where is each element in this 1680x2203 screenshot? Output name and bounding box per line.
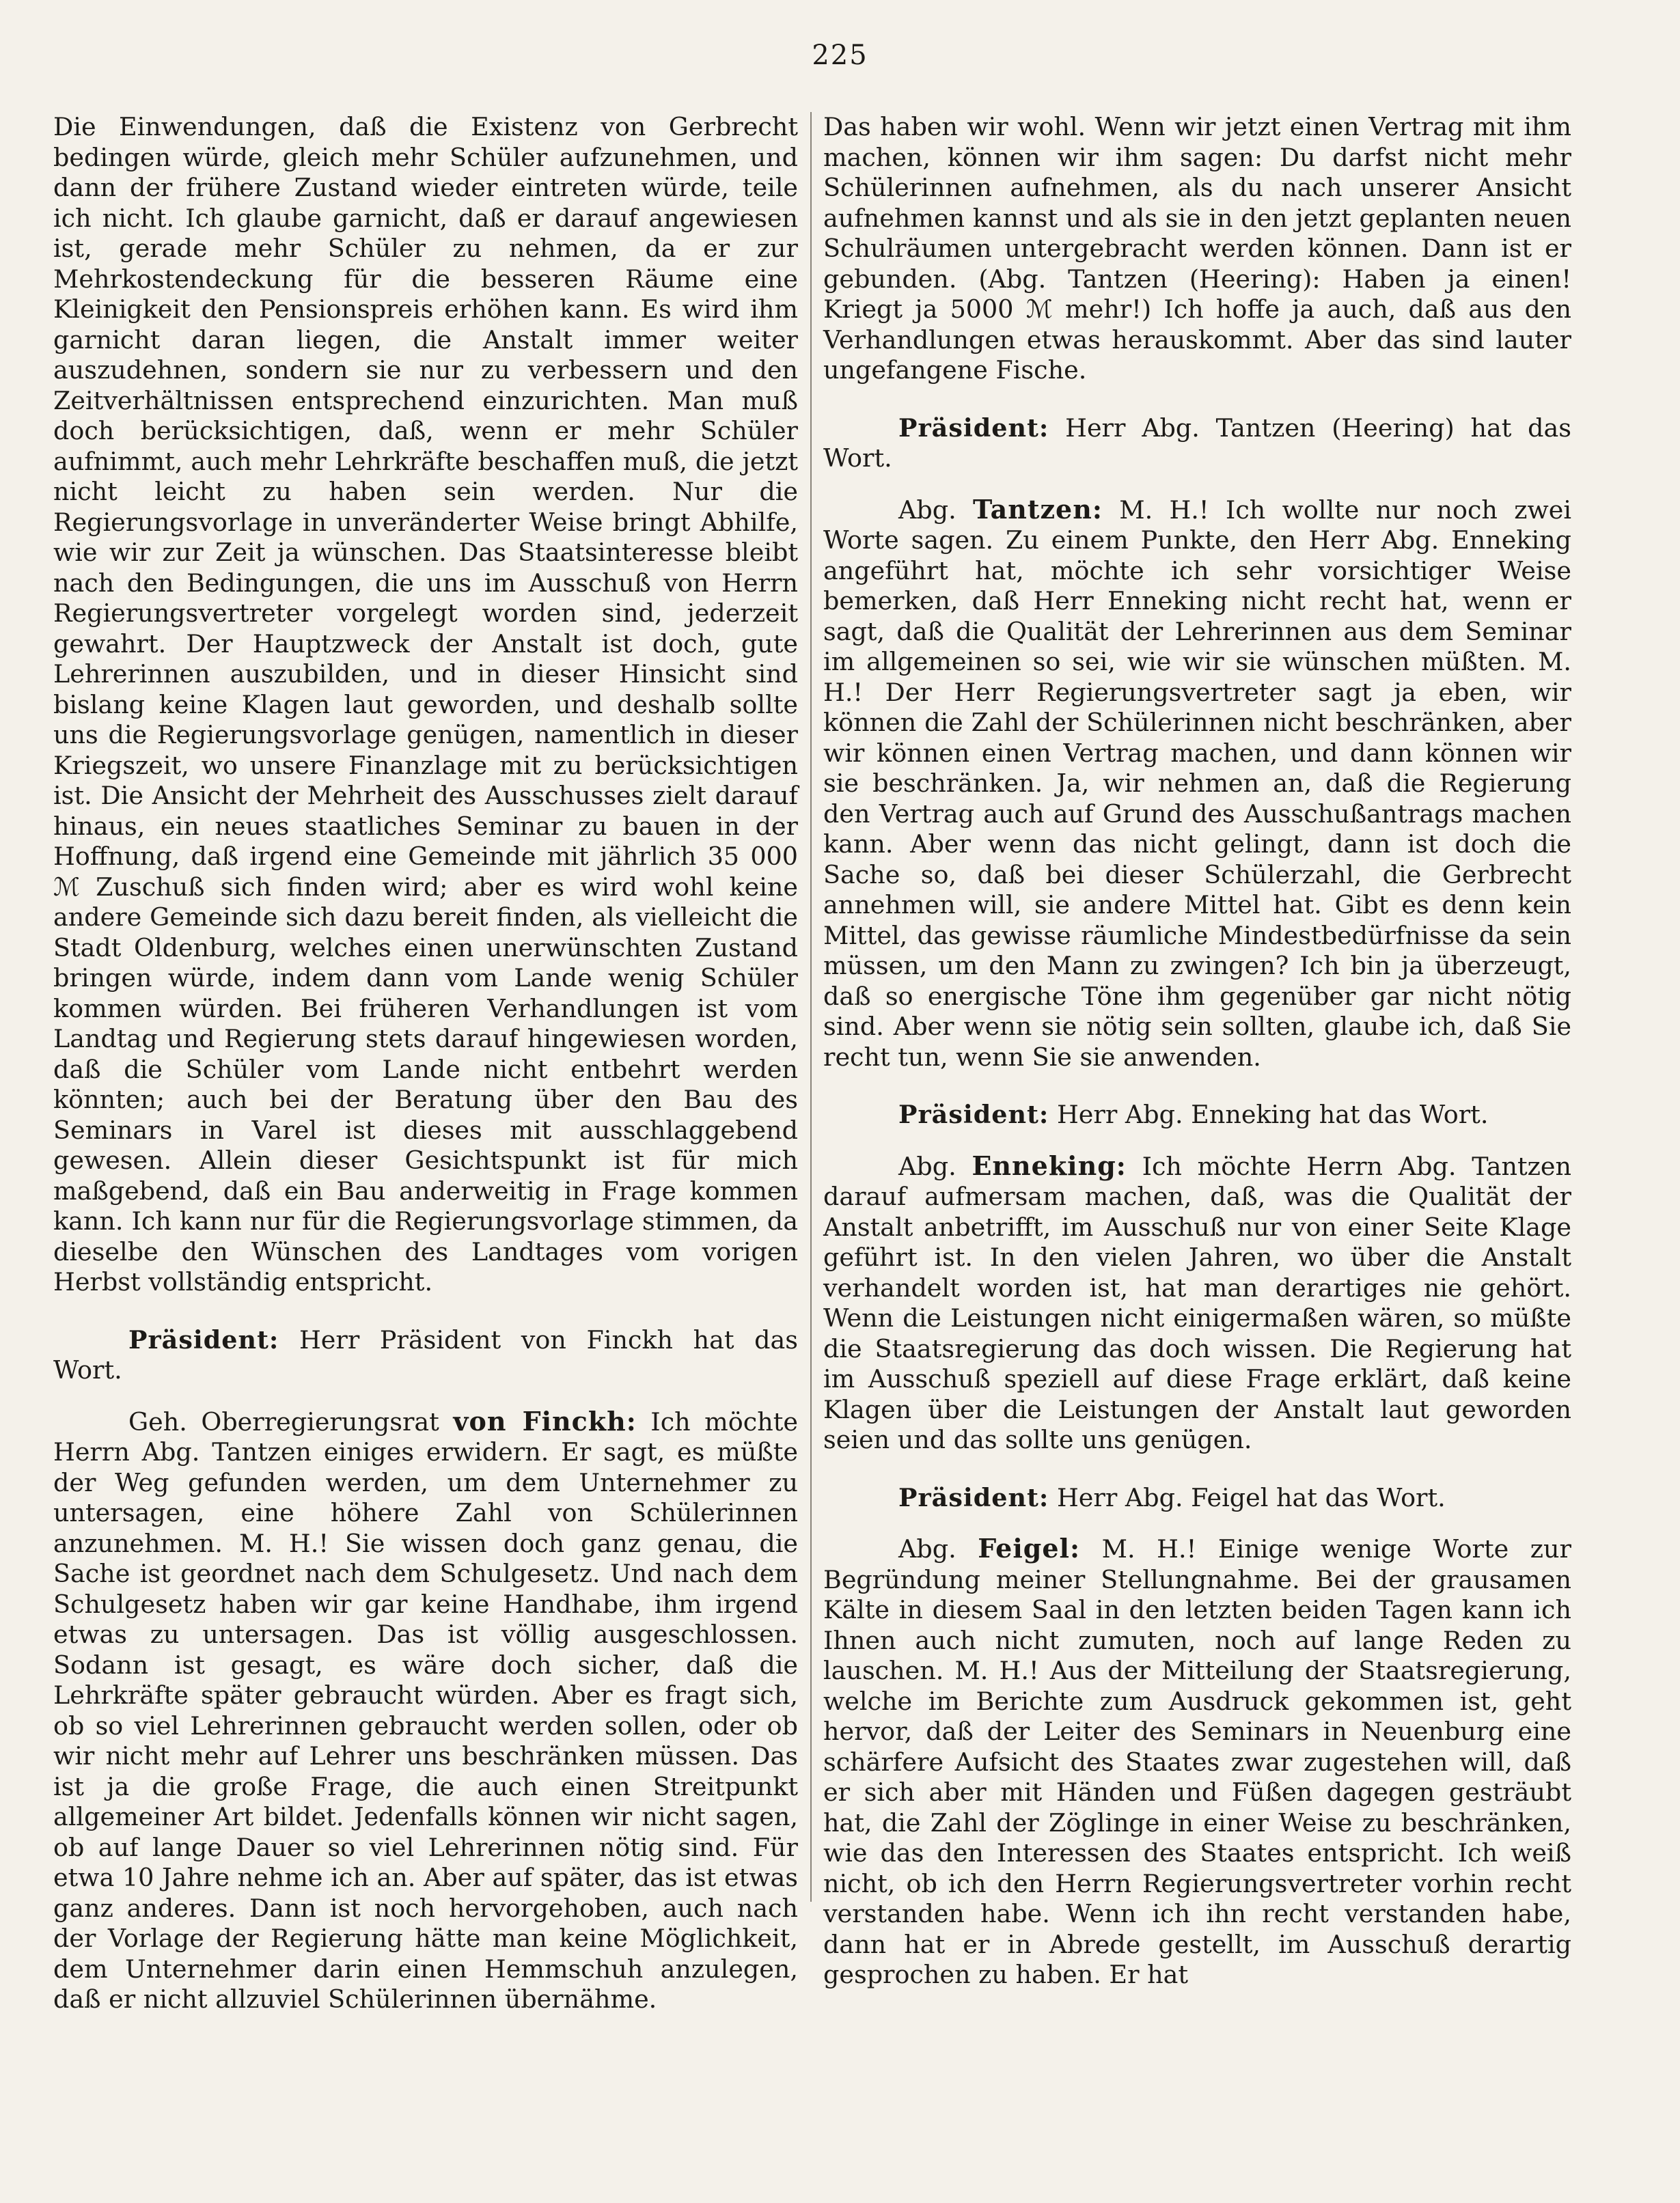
speaker-title: Abg. [898, 495, 974, 525]
speaker-text: M. H.! Ich wollte nur noch zwei Worte sagen. Zu einem Punkte, den Herr Abg. Enneking angeführt hat, möchte ich sehr vorsichtiger Weise bemerken, daß Herr Enneking nicht recht hat, wenn er sagt, daß die Qualität der Lehrerinnen aus dem Seminar im allgemeinen so sei, wie wir sie wünschen müßten. M. H.! Der Herr Regierungsvertreter sagt ja eben, wir können die Zahl der Schülerinnen nicht beschränken, aber wir können einen Vertrag machen, und dann können wir sie beschränken. Ja, wir nehmen an, daß die Regierung den Vertrag auch auf Grund des Ausschußantrags machen kann. Aber wenn das nicht gelingt, dann ist doch die Sache so, daß bei dieser Schülerzahl, die Gerbrecht annehmen will, sie andere Mittel hat. Gibt es denn kein Mittel, das gewisse räumliche Mindestbedürfnisse da sein müssen, um den Mann zu zwingen? Ich bin ja überzeugt, daß so energische Töne ihm gegenüber gar nicht nötig sind. Aber wenn sie nötig sein sollten, glaube ich, daß Sie recht tun, wenn Sie sie anwenden. [823, 495, 1572, 1072]
speaker-paragraph [823, 1483, 1571, 1514]
speaker-text: Herr Abg. Tantzen (Heering) hat das Wort. [823, 413, 1571, 473]
speaker-name: Präsident: [898, 1482, 1049, 1512]
speaker-paragraph [823, 495, 1571, 1073]
speaker-paragraph [823, 413, 1571, 474]
speaker-text: Ich möchte Herrn Abg. Tantzen darauf aufmersam machen, daß, was die Qualität der Anstalt anbetrifft, im Ausschuß nur von einer Seite Klage geführt ist. In den vielen Jahren, wo über die Anstalt verhandelt worden ist, hat man derartiges nie gehört. Wenn die Leistungen nicht einigermaßen wären, so müßte die Staatsregierung das doch wissen. Die Regierung hat im Ausschuß speziell auf diese Frage erklärt, daß keine Klagen über die Leistungen der Anstalt laut geworden seien und das sollte uns genügen. [823, 1151, 1572, 1454]
left-column [53, 112, 798, 2015]
paragraph: Die Einwendungen, daß die Existenz von Gerbrecht bedingen würde, gleich mehr Schüler aufzunehmen, und dann der frühere Zustand wieder eintreten würde, teile ich nicht. Ich glaube garnicht, daß er darauf angewiesen ist, gerade mehr Schüler zu nehmen, da er zur Mehrkostendeckung für die besseren Räume eine Kleinigkeit den Pensionspreis erhöhen kann. Es wird ihm garnicht daran liegen, die Anstalt immer weiter auszudehnen, sondern sie nur zu verbessern und den Zeitverhältnissen entsprechend einzurichten. Man muß doch berücksichtigen, daß, wenn er mehr Schüler aufnimmt, auch mehr Lehrkräfte beschaffen muß, die jetzt nicht leicht zu haben sein werden. Nur die Regierungsvorlage in unveränderter Weise bringt Abhilfe, wie wir zur Zeit ja wünschen. Das Staatsinteresse bleibt nach den Bedingungen, die uns im Ausschuß von Herrn Regierungsvertreter vorgelegt worden sind, jederzeit gewahrt. Der Hauptzweck der Anstalt ist doch, gute Lehrerinnen auszubilden, und in dieser Hinsicht sind bislang keine Klagen laut geworden, und deshalb sollte uns die Regierungsvorlage genügen, namentlich in dieser Kriegszeit, wo unsere Finanzlage mit zu berücksichtigen ist. Die Ansicht der Mehrheit des Ausschusses zielt darauf hinaus, ein neues staatliches Seminar zu bauen in der Hoffnung, daß irgend eine Gemeinde mit jährlich 35 000 ℳ Zuschuß sich finden wird; aber es wird wohl keine andere Gemeinde sich dazu bereit finden, als vielleicht die Stadt Oldenburg, welches einen unerwünschten Zustand bringen würde, indem dann vom Lande wenig Schüler kommen würden. Bei früheren Verhandlungen ist vom Landtag und Regierung stets darauf hingewiesen worden, daß die Schüler vom Lande nicht entbehrt werden könnten; auch bei der Beratung über den Bau des Seminars in Varel ist dieses mit ausschlaggebend gewesen. Allein dieser Gesichtspunkt ist für mich maßgebend, daß ein Bau anderweitig in Frage kommen kann. Ich kann nur für die Regierungsvorlage stimmen, da dieselbe den Wünschen des Landtages vom vorigen Herbst vollständig entspricht. [53, 112, 798, 1297]
speaker-text: Herr Abg. Enneking hat das Wort. [1049, 1100, 1489, 1129]
page-number: 225 [812, 40, 868, 71]
speaker-name: Feigel: [978, 1533, 1081, 1564]
speaker-text: Ich möchte Herrn Abg. Tantzen einiges erwidern. Er sagt, es müßte der Weg gefunden werden, um dem Unternehmer zu untersagen, eine höhere Zahl von Schülerinnen anzunehmen. M. H.! Sie wissen doch ganz genau, die Sache ist geordnet nach dem Schulgesetz. Und nach dem Schulgesetz haben wir gar keine Handhabe, ihm irgend etwas zu untersagen. Das ist völlig ausgeschlossen. Sodann ist gesagt, es wäre doch sicher, daß die Lehrkräfte später gebraucht würden. Aber es fragt sich, ob so viel Lehrerinnen gebraucht werden sollen, oder ob wir nicht mehr auf Lehrer uns beschränken müssen. Das ist ja die große Frage, die auch einen Streitpunkt allgemeiner Art bildet. Jedenfalls können wir nicht sagen, ob auf lange Dauer so viel Lehrerinnen nötig sind. Für etwa 10 Jahre nehme ich an. Aber auf später, das ist etwas ganz anderes. Dann ist noch hervorgehoben, auch nach der Vorlage der Regierung hätte man keine Möglichkeit, dem Unternehmer darin einen Hemmschuh anzulegen, daß er nicht allzuviel Schülerinnen übernähme. [53, 1407, 798, 2014]
speaker-title: Abg. [898, 1534, 978, 1564]
speaker-paragraph [53, 1325, 798, 1386]
speaker-paragraph [823, 1534, 1571, 1991]
speaker-name: Präsident: [898, 1100, 1049, 1129]
speaker-title: Abg. [898, 1151, 972, 1181]
speaker-title: Geh. Oberregierungsrat [128, 1407, 454, 1437]
speaker-name: Präsident: [898, 413, 1049, 443]
paragraph: Das haben wir wohl. Wenn wir jetzt einen Vertrag mit ihm machen, können wir ihm sagen: Du darfst nicht mehr Schülerinnen aufnehmen, als du nach unserer Ansicht aufnehmen kannst und als sie in den jetzt geplanten neuen Schulräumen untergebracht werden können. Dann ist er gebunden. (Abg. Tantzen (Heering): Haben ja einen! Kriegt ja 5000 ℳ mehr!) Ich hoffe ja auch, daß aus den Verhandlungen etwas herauskommt. Aber das sind lauter ungefangene Fische. [823, 112, 1571, 385]
speaker-paragraph [53, 1407, 798, 2015]
speaker-text: Herr Abg. Feigel hat das Wort. [1049, 1482, 1446, 1512]
speaker-paragraph [823, 1151, 1571, 1456]
speaker-name: Präsident: [128, 1325, 279, 1355]
speaker-name: Enneking: [972, 1150, 1127, 1181]
speaker-text: Herr Präsident von Finckh hat das Wort. [53, 1325, 798, 1385]
speaker-paragraph [823, 1100, 1571, 1131]
column-divider [810, 112, 812, 1902]
speaker-text: M. H.! Einige wenige Worte zur Begründung meiner Stellungnahme. Bei der grausamen Kälte in diesem Saal in den letzten beiden Tagen kann ich Ihnen auch nicht zumuten, noch auf lange Reden zu lauschen. M. H.! Aus der Mitteilung der Staatsregierung, welche im Berichte zum Ausdruck gekommen ist, geht hervor, daß der Leiter des Seminars in Neuenburg eine schärfere Aufsicht des Staates zwar zugestehen will, daß er sich aber mit Händen und Füßen dagegen gesträubt hat, die Zahl der Zöglinge in einer Weise zu beschränken, wie das den Interessen des Staates entspricht. Ich weiß nicht, ob ich den Herrn Regierungsvertreter vorhin recht verstanden habe. Wenn ich ihn recht verstanden habe, dann hat er in Abrede gestellt, im Ausschuß derartig gesprochen zu haben. Er hat [823, 1534, 1571, 1989]
speaker-name: Tantzen: [973, 493, 1103, 525]
speaker-name: von Finckh: [453, 1405, 637, 1437]
right-column [823, 112, 1571, 1991]
